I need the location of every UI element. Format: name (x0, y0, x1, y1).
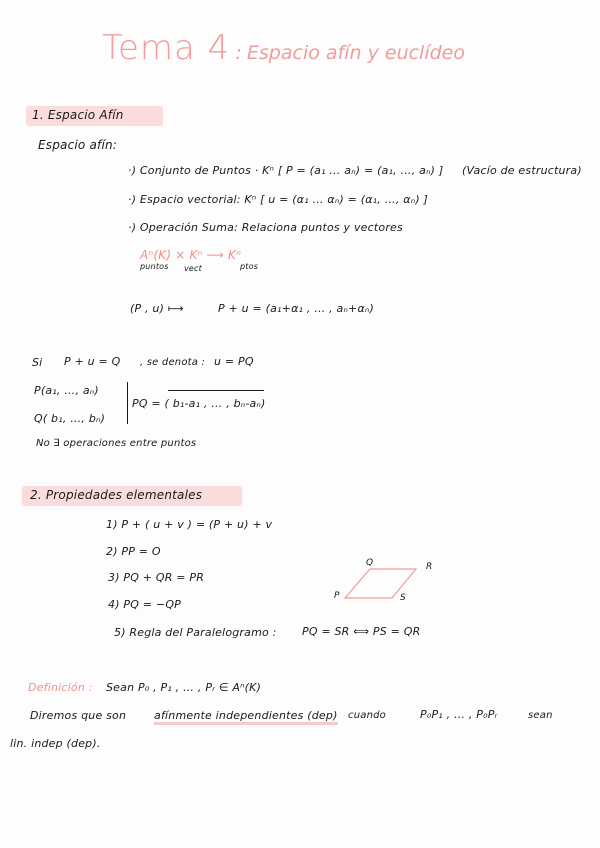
mapping-expression: Aⁿ(K) × Kⁿ ⟶ Kⁿ (140, 248, 242, 262)
title-sub: Espacio afín y euclídeo (246, 42, 465, 64)
mapping-label-vect: vect (184, 264, 202, 273)
parallelogram-diagram (330, 555, 440, 610)
no-operations-note: No ∃ operaciones entre puntos (36, 438, 197, 449)
point-p: P(a₁, …, aₙ) (34, 384, 99, 397)
point-q: Q( b₁, …, bₙ) (34, 412, 106, 425)
definition-vectors: P₀P₁ , … , P₀Pᵣ (420, 708, 498, 721)
brace-line (127, 382, 128, 424)
definition-line2c: sean (528, 710, 553, 721)
definition-line2b: cuando (348, 710, 386, 721)
property-4: 4) PQ = −QP (108, 598, 182, 611)
vector-def: u = PQ (214, 355, 254, 368)
definition-line2a: Diremos que son (30, 709, 127, 722)
bullet-note: (Vacío de estructura) (462, 164, 582, 177)
definition-highlight: afínmente independientes (dep) (154, 709, 338, 725)
page-title (102, 28, 465, 68)
section2-heading: 2. Propiedades elementales (22, 486, 242, 506)
property-3: 3) PQ + QR = PR (108, 571, 205, 584)
bullet-espacio-vectorial: ·) Espacio vectorial: Kⁿ [ u = (α₁ … αₙ) = (α₁, …, αₙ) ] (128, 193, 428, 206)
mapping-label-puntos: puntos (140, 262, 169, 271)
sum-def-lhs: (P , u) ⟼ (130, 302, 184, 315)
se-denota: , se denota : (140, 357, 206, 368)
mapping-label-ptos: ptos (240, 262, 259, 271)
vertex-p: P (334, 591, 340, 601)
property-1: 1) P + ( u + v ) = (P + u) + v (106, 518, 273, 531)
pq-result: PQ = ( b₁-a₁ , … , bₙ-aₙ) (132, 397, 266, 410)
property-5: 5) Regla del Paralelogramo : (114, 626, 277, 639)
definition-line3: lin. indep (dep). (10, 737, 101, 750)
bullet-operacion-suma: ·) Operación Suma: Relaciona puntos y vectores (128, 221, 403, 234)
section1-subheading: Espacio afín: (38, 138, 118, 152)
parallelogram-rule: PQ = SR ⟺ PS = QR (302, 625, 421, 638)
vertex-q: Q (366, 558, 374, 568)
definition-line1: Sean P₀ , P₁ , … , Pᵣ ∈ Aⁿ(K) (106, 681, 262, 694)
vertex-r: R (426, 562, 433, 572)
section1-heading: 1. Espacio Afín (26, 106, 163, 126)
sum-def-rhs: P + u = (a₁+α₁ , … , aₙ+αₙ) (218, 302, 375, 315)
title-sep: : (235, 42, 242, 64)
vertex-s: S (400, 593, 406, 603)
property-2: 2) PP = O (106, 545, 161, 558)
long-vector-arrow (168, 390, 264, 391)
title-main: Tema 4 (102, 28, 231, 68)
definition-label: Definición : (28, 681, 93, 694)
si-label: Si (32, 356, 43, 369)
si-equation: P + u = Q (64, 355, 121, 368)
bullet-conjunto-puntos: ·) Conjunto de Puntos · Kⁿ [ P = (a₁ … aₙ) = (a₁, …, aₙ) ] (128, 164, 444, 177)
